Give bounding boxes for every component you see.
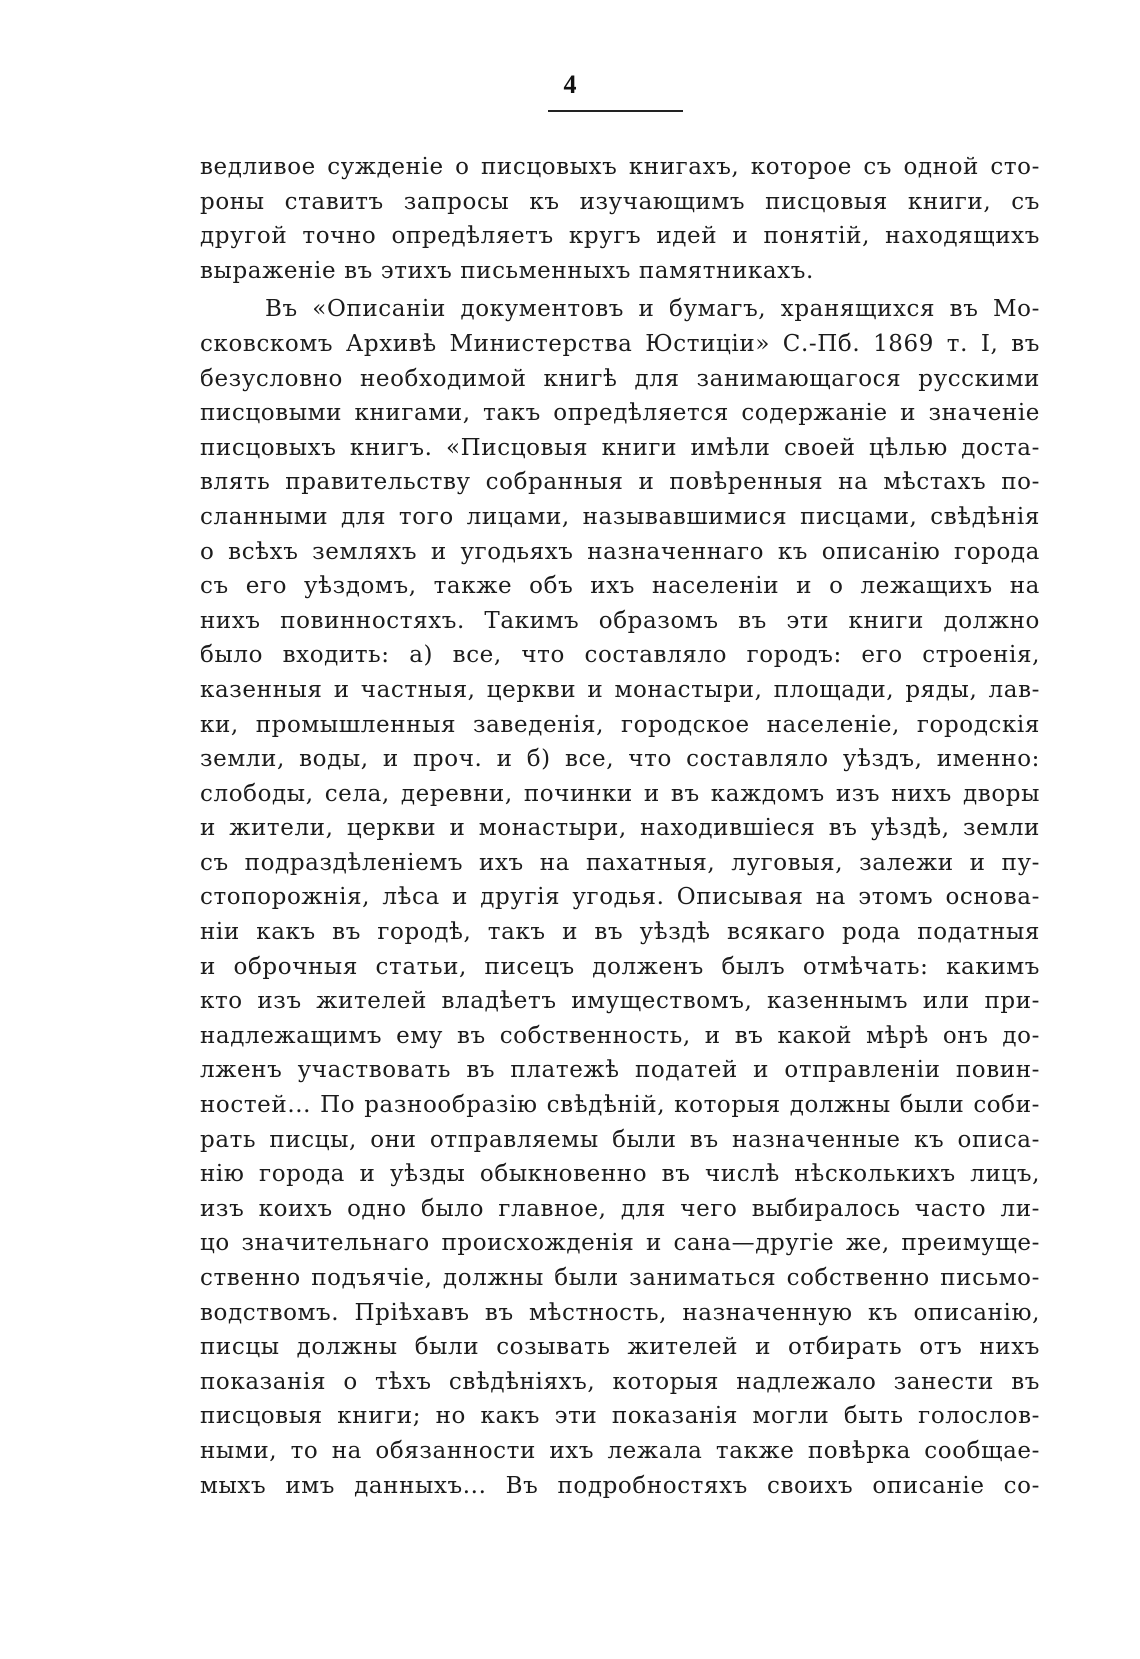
text-line: писцы должны были созывать жителей и отбирать отъ нихъ: [200, 1334, 1040, 1361]
body-text: [200, 150, 1040, 1503]
text-line: и оброчныя статьи, писецъ долженъ былъ отмѣчать: какимъ: [200, 953, 1040, 980]
text-line: писцовыми книгами, такъ опредѣляется содержаніе и значеніе: [200, 400, 1040, 427]
text-line: стопорожнія, лѣса и другія угодья. Описывая на этомъ основа-: [200, 884, 1040, 911]
text-line: сковскомъ Архивѣ Министерства Юстиціи» С.-Пб. 1869 т. I, въ: [200, 330, 1040, 357]
text-line: ки, промышленныя заведенія, городское населеніе, городскія: [200, 711, 1040, 738]
paragraph-1: [200, 150, 1040, 288]
text-line: выраженіе въ этихъ письменныхъ памятникахъ.: [200, 257, 814, 284]
text-line: ными, то на обязанности ихъ лежала также повѣрка сообщае-: [200, 1437, 1040, 1464]
text-line: слободы, села, деревни, починки и въ каждомъ изъ нихъ дворы: [200, 780, 1040, 807]
text-line: съ его уѣздомъ, также объ ихъ населеніи и о лежащихъ на: [200, 573, 1040, 600]
text-line: сланными для того лицами, называвшимися писцами, свѣдѣнія: [200, 503, 1040, 530]
text-line: водствомъ. Пріѣхавъ въ мѣстность, назначенную къ описанію,: [200, 1299, 1040, 1326]
text-line: роны ставитъ запросы къ изучающимъ писцовыя книги, съ: [200, 188, 1040, 215]
text-line: безусловно необходимой книгѣ для занимающагося русскими: [200, 365, 1040, 392]
text-line: и жители, церкви и монастыри, находившіеся въ уѣздѣ, земли: [200, 815, 1040, 842]
text-line: земли, воды, и проч. и б) все, что составляло уѣздъ, именно:: [200, 746, 1040, 773]
page-number-rule: [548, 110, 683, 112]
text-line: о всѣхъ земляхъ и угодьяхъ назначеннаго къ описанію города: [200, 538, 1040, 565]
text-line: рать писцы, они отправляемы были въ назначенные къ описа-: [200, 1126, 1040, 1153]
text-line: мыхъ имъ данныхъ... Въ подробностяхъ своихъ описаніе со-: [200, 1472, 1040, 1499]
text-line: казенныя и частныя, церкви и монастыри, площади, ряды, лав-: [200, 676, 1040, 703]
text-line: влять правительству собранныя и повѣренныя на мѣстахъ по-: [200, 469, 1040, 496]
text-line: ственно подъячіе, должны были заниматься собственно письмо-: [200, 1265, 1040, 1291]
text-line: надлежащимъ ему въ собственность, и въ какой мѣрѣ онъ до-: [200, 1022, 1040, 1049]
text-line: ведливое сужденіе о писцовыхъ книгахъ, которое съ одной сто-: [200, 154, 1040, 180]
text-line: ніи какъ въ городѣ, такъ и въ уѣздѣ всякаго рода податныя: [200, 919, 1040, 946]
text-line: было входить: а) все, что составляло городъ: его строенія,: [200, 642, 1040, 669]
text-line: писцовыхъ книгъ. «Писцовыя книги имѣли своей цѣлью доста-: [200, 434, 1040, 461]
text-line: показанія о тѣхъ свѣдѣніяхъ, которыя надлежало занести въ: [200, 1368, 1040, 1395]
page-number: 4: [563, 70, 577, 99]
text-line: писцовыя книги; но какъ эти показанія могли быть голослов-: [200, 1403, 1040, 1430]
text-line: ностей... По разнообразію свѣдѣній, которыя должны были соби-: [200, 1092, 1040, 1119]
text-line: нихъ повинностяхъ. Такимъ образомъ въ эти книги должно: [200, 607, 1040, 634]
text-line: нію города и уѣзды обыкновенно въ числѣ нѣсколькихъ лицъ,: [200, 1161, 1040, 1188]
text-line: съ подраздѣленіемъ ихъ на пахатныя, луговыя, залежи и пу-: [200, 849, 1040, 876]
text-line: кто изъ жителей владѣетъ имуществомъ, казеннымъ или при-: [200, 988, 1040, 1015]
text-line: цо значительнаго происхожденія и сана—другіе же, преимуще-: [200, 1230, 1040, 1257]
text-line: другой точно опредѣляетъ кругъ идей и понятій, находящихъ: [200, 223, 1040, 250]
paragraph-2: [200, 292, 1040, 1503]
text-line: Въ «Описаніи документовъ и бумагъ, хранящихся въ Мо-: [265, 296, 1040, 323]
text-line: изъ коихъ одно было главное, для чего выбиралось часто ли-: [200, 1195, 1040, 1222]
text-line: лженъ участвовать въ платежѣ податей и отправленіи повин-: [200, 1057, 1040, 1084]
